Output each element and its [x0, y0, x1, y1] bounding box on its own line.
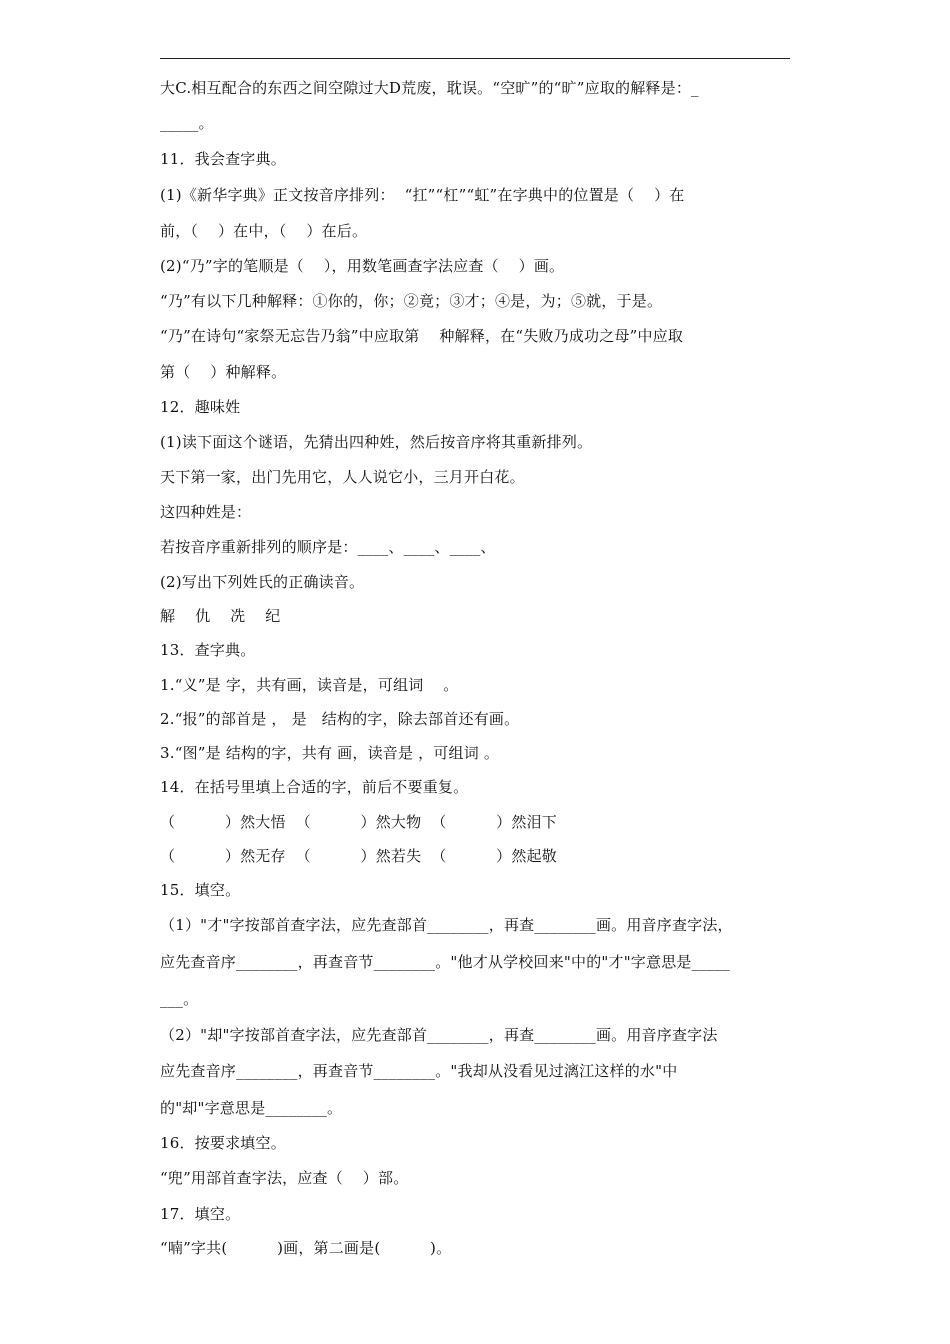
q12-order-line: 若按音序重新排列的顺序是：____、____、____、 [160, 538, 496, 556]
q15-part2-line2: 应先查音序________，再查音节________。"我却从没看见过漓江这样的水"中 [160, 1062, 678, 1080]
q15-part2-line3: 的"却"字意思是________。 [160, 1099, 343, 1117]
q10-continuation-line: 大C.相互配合的东西之间空隙过大D荒废，耽误。“空旷”的“旷”应取的解释是：_ [160, 79, 699, 97]
q12-surnames-label: 这四种姓是： [160, 503, 252, 521]
q11-part1-line1: (1)《新华字典》正文按音序排列： “扛”“杠”“虹”在字典中的位置是（ ）在 [160, 186, 685, 204]
q15-title: 15．填空。 [160, 881, 241, 899]
q15-part2-line1: （2）"却"字按部首查字法，应先查部首________，再查________画。用音序查字法 [160, 1026, 718, 1044]
q11-part1-line2: 前，（ ）在中，（ ）在后。 [160, 222, 368, 240]
q11-part2-line1: (2)“乃”字的笔顺是（ ），用数笔画查字法应查（ ）画。 [160, 257, 565, 275]
q14-title: 14．在括号里填上合适的字，前后不要重复。 [160, 778, 469, 796]
q13-item3: 3.“图”是 结构的字，共有 画，读音是 ，可组词 。 [160, 744, 500, 762]
q11-part2-line4: 第（ ）种解释。 [160, 363, 287, 381]
q12-riddle: 天下第一家，出门先用它，人人说它小，三月开白花。 [160, 468, 525, 486]
q12-part1-instruction: (1)读下面这个谜语，先猜出四种姓，然后按音序将其重新排列。 [160, 433, 593, 451]
q15-part1-line2: 应先查音序________，再查音节________。"他才从学校回来"中的"才"字意思是_____ [160, 953, 731, 971]
q15-part1-line3: ___。 [160, 990, 199, 1008]
q12-title: 12．趣味姓 [160, 398, 241, 416]
q16-title: 16．按要求填空。 [160, 1134, 286, 1152]
q10-answer-blank: _____。 [160, 114, 214, 132]
q12-surname-chars: 解 仇 冼 纪 [160, 607, 281, 625]
q13-title: 13．查字典。 [160, 641, 256, 659]
q13-item2: 2.“报”的部首是 ， 是 结构的字，除去部首还有画。 [160, 710, 520, 728]
q15-part1-line1: （1）"才"字按部首查字法，应先查部首________，再查________画。用音序查字法， [160, 916, 733, 934]
q17-title: 17．填空。 [160, 1205, 241, 1223]
q17-question: “喃”字共( )画，第二画是( )。 [160, 1239, 452, 1257]
q11-part2-line2: “乃”有以下几种解释：①你的，你；②竟；③才；④是，为；⑤就，于是。 [160, 292, 663, 310]
q13-item1: 1.“义”是 字，共有画，读音是，可组词 。 [160, 676, 459, 694]
q12-part2-instruction: (2)写出下列姓氏的正确读音。 [160, 573, 365, 591]
q16-question: “兜”用部首查字法，应查（ ）部。 [160, 1169, 409, 1187]
q11-part2-line3: “乃”在诗句“家祭无忘告乃翁”中应取第 种解释，在“失败乃成功之母”中应取 [160, 327, 684, 345]
q14-row2: （ ）然无存 （ ）然若失 （ ）然起敬 [160, 847, 557, 865]
q11-title: 11．我会查字典。 [160, 150, 286, 168]
header-rule [160, 58, 790, 59]
q14-row1: （ ）然大悟 （ ）然大物 （ ）然泪下 [160, 813, 557, 831]
